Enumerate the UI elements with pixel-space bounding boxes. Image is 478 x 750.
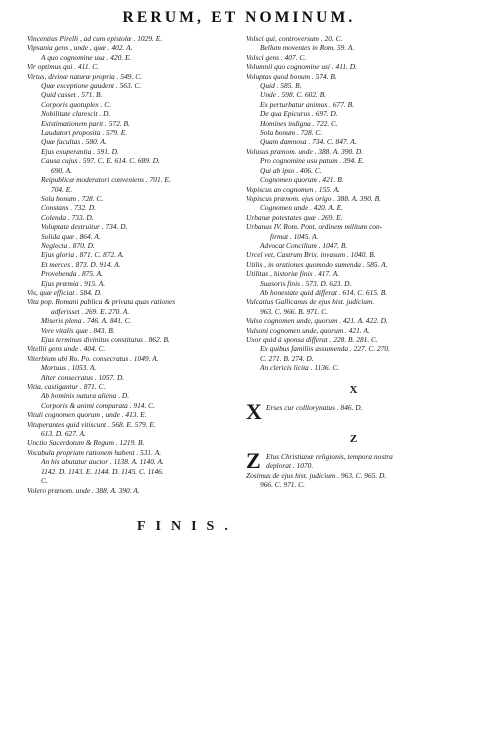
right-entries [246,34,461,373]
index-entry: Neglecta . 870. D. [41,240,95,250]
index-entry: Urbanus IV. Rom. Pont. ordinem militum con- [246,222,383,232]
index-entry: Unctio Sacerdotum & Regum . 1219. B. [27,438,145,448]
index-entry: Quæ exceptione gaudent . 563. C. [41,81,142,91]
index-entry: Pro cognomine usu patum . 394. E. [260,156,365,166]
index-entry: Urceï vet, Castrum Brix. invasum . 1040. B. [246,250,376,260]
page-header: RERUM, ET NOMINUM. [122,9,356,26]
index-entry: Mortuus . 1053. A. [41,363,97,373]
index-entry: Ejus terminus divinitus constitutus . 862. B. [41,335,170,344]
index-entry: Quæ facultas . 580. A. [41,137,107,147]
index-entry: Ex quibus familiis assumenda . 227. C. 270. [260,344,390,354]
index-entry: Vitellii gens unde . 404. C. [27,344,106,354]
index-entry: Quam damnosa . 734. C. 847. A. [260,137,357,147]
index-entry: Vis, quæ efficiat . 584. D. [27,287,102,297]
index-entry: Corporis quotuplex . C. [41,99,112,109]
index-entry: adferisset . 269. E. 270. A. [51,306,130,316]
index-entry: Vincentius Pirelli , ad cum epistolæ . 1029. E. [27,34,163,43]
index-entry: Voluptate destruitur . 734. D. [41,222,128,232]
index-entry: 1142. D. 1143. E. 1144. D. 1145. C. 1146. [41,466,164,476]
section-z-extra [246,471,461,490]
finis-text: FINIS. [137,519,238,534]
index-entry: Vopiscus prænom. ejus origo . 388. A. 390. B. [246,193,381,203]
index-entry: Volsci gens . 407. C. [246,52,307,62]
index-entry: Utilis , in orationes quomodo sumenda . 585. A. [246,259,388,269]
index-entry: 963. C. 966. B. 971. C. [260,306,328,316]
index-entry: Suasoris finis . 573. D. 623. D. [260,278,352,288]
index-entry: Ejus gloria . 871. C. 872. A. [41,250,125,260]
index-entry: Volumnii quo cognomine usi . 411. D. [246,62,357,72]
section-heading-z: Z [349,432,358,445]
index-entry: Alter consecratus . 1057. D. [41,372,125,382]
index-entry: Vir optimus qui . 411. C. [27,62,99,72]
index-entry: Ejus præmia . 915. A. [41,278,106,288]
index-entry: Corporis & animi comparata . 914. C. [41,400,155,410]
section-x-entry [246,398,461,424]
index-entry: Ejus exuperantia . 591. D. [41,146,119,156]
index-entry: Urbanæ potestates quæ . 269. E. [246,212,343,222]
index-entry: Provehenda . 875. A. [41,269,103,279]
index-entry: Homines indigna . 722. C. [260,118,338,128]
index-entry: Cognomen quorum . 421. B. [260,175,344,185]
index-entry: De qua Epicurus . 697. D. [260,109,338,119]
index-entry: Vita pop. Romani publica & privata quas rationes [27,297,176,307]
index-entry: Sola bonum . 728. C. [41,193,104,203]
index-entry: Laudatori proposita . 579. E. [41,128,128,138]
index-entry: Viterbium ubi Ro. Po. consecratus . 1049. A. [27,353,159,363]
index-entry: Vipsania gens , unde , quæ . 402. A. [27,43,133,53]
index-entry: C. 271. B. 274. D. [260,353,314,363]
index-entry: Vitia, castigantur . 871. C. [27,382,106,392]
index-entry: Reipublicæ moderatori conveniens . 701. E. [41,175,171,185]
index-entry: Causa cujus . 597. C. E. 614. C. 689. D. [41,156,160,166]
index-entry: 613. D. 627. A. [41,429,86,439]
index-entry: Voluptas quod bonum . 574. B. [246,71,337,81]
index-entry: Existimationem parit . 572. B. [41,118,130,128]
index-entry: Zosimus de ejus hist. judicium . 963. C. 965. D. [246,470,387,480]
index-entry: Uxor quid à sponsa differat . 228. B. 281. C. [246,335,378,344]
section-z-line1: Elus Christianæ religionis, tempora nostra [266,451,393,461]
index-entry: An clericis licita . 1136. C. [260,363,340,373]
index-entry: 966. C. 971. C. [260,480,305,490]
index-entry: Ab hominis natura aliena . D. [41,391,130,401]
section-z-entry [246,447,461,473]
index-entry: Vituperantes quid vitiscunt . 568. E. 579. E. [27,419,156,429]
index-entry: Colenda . 733. D. [41,212,94,222]
index-entry: Utilitas , historiæ finis . 417. A. [246,269,340,279]
index-entry: Vituli cognomen quorum , unde . 413. E. [27,410,147,420]
index-entry: Et merces . 873. D. 914. A. [41,259,121,269]
index-entry: Solida quæ . 864. A. [41,231,101,241]
index-entry: 690. A. [51,165,73,175]
index-entry: C. [41,476,48,486]
index-entry: Quid . 585. B. [260,81,302,91]
index-entry: Nobilitate clarescit . D. [41,109,111,119]
index-entry: Vulsoni cognomen unde, quorum . 421. A. [246,325,370,335]
index-entry: Ab honestate quid differat . 614. C. 615. B. [260,287,388,297]
index-entry: Vulso cognomen unde, quorum . 421. A. 422. D. [246,316,388,326]
index-entry: Qui ab ipso . 406. C. [260,165,322,175]
index-entry: Constans . 732. D. [41,203,97,213]
index-entry: Vulcatius Gallicanus de ejus hist. judicium. [246,297,375,307]
section-heading-x: X [349,383,358,396]
index-entry: Cognomen unde . 420. A. E. [260,203,344,213]
section-z-line2: deplorat . 1070. [266,461,314,471]
index-entry: Ex perturbatur animus . 677. B. [260,99,355,109]
index-entry: Vere vitalis quæ . 843. B. [41,325,115,335]
index-entry: Volsci qui, controversum . 20. C. [246,34,343,43]
index-column-left [27,34,237,495]
drop-cap-x: X [246,398,262,424]
index-entry: 704. E. [51,184,73,194]
index-entry: Unde . 598. C. 602. B. [260,90,327,100]
drop-cap-z: Z [246,447,261,473]
index-entry: firmat . 1045. A. [270,231,319,241]
index-entry: Vopiscus an cognomen . 155. A. [246,184,340,194]
index-entry: Bellum moventes in Rom. 59. A. [260,43,355,53]
index-entry: Volusus prænom. unde . 388. A. 390. D. [246,146,364,156]
index-entry: Miseris plena . 746. A. 841. C. [41,316,132,326]
section-x-line: Erses cur colliorynatus . 846. D. [266,402,363,412]
index-entry: Virtus, divinæ naturæ propria . 549. C. [27,71,142,81]
index-entry: Sola bonum . 728. C. [260,128,323,138]
index-entry: Quid casset . 571. B. [41,90,103,100]
index-entry: Volero prænom. unde . 388. A. 390. A. [27,485,140,495]
index-entry: A quo cognomine usa . 420. E. [41,52,132,62]
index-column-right [246,34,461,489]
index-entry: Vocabula propriam rationem habent . 531. A. [27,447,162,457]
index-entry: An his abutatur auctor . 1138. A. 1140. A. [41,457,164,467]
index-entry: Advocat Concilium . 1047. B. [260,240,348,250]
